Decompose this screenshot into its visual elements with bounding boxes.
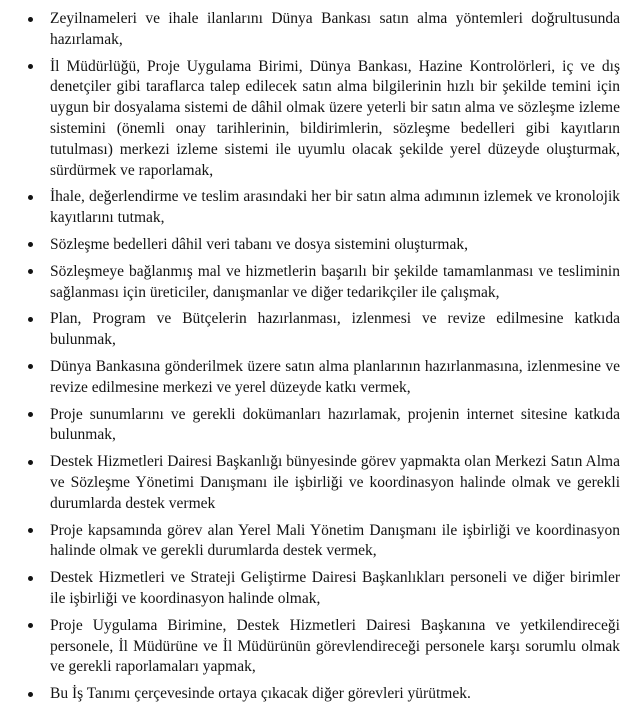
list-item-text: Proje sunumlarını ve gerekli dokümanları hazırlamak, projenin internet sitesine katkıda bulunmak, <box>50 405 620 444</box>
list-item <box>27 357 620 399</box>
bullet-icon <box>28 576 33 581</box>
list-item <box>27 616 620 678</box>
list-item-text: İhale, değerlendirme ve teslim arasındaki her bir satın alma adımının izlemek ve kronolojik kayıtlarını tutmak, <box>50 188 620 227</box>
bullet-list <box>27 9 620 705</box>
list-item <box>27 57 620 182</box>
bullet-icon <box>28 195 33 200</box>
list-item-text: Sözleşme bedelleri dâhil veri tabanı ve dosya sistemini oluşturmak, <box>50 235 468 253</box>
list-item <box>27 568 620 610</box>
list-item-text: Proje Uygulama Birimine, Destek Hizmetleri Dairesi Başkanına ve yetkilendireceği personele, İl Müdürüne ve İl Müdürünün görevlendireceği personele karşı sorumlu olmak ve gerekli raporlamaları yapmak, <box>50 616 620 676</box>
list-item <box>27 235 620 256</box>
list-item <box>27 187 620 229</box>
bullet-icon <box>28 412 33 417</box>
bullet-icon <box>28 242 33 247</box>
bullet-icon <box>28 269 33 274</box>
bullet-icon <box>28 623 33 628</box>
list-item-text: Sözleşmeye bağlanmış mal ve hizmetlerin başarılı bir şekilde tamamlanması ve tesliminin sağlanması için üreticiler, danışmanlar ve diğer tedarikçiler ile çalışmak, <box>50 262 620 301</box>
list-item-text: Dünya Bankasına gönderilmek üzere satın alma planlarının hazırlanmasına, izlenmesine ve revize edilmesine merkezi ve yerel düzeyde katkı vermek, <box>50 357 620 396</box>
list-item <box>27 309 620 351</box>
list-item <box>27 684 620 705</box>
list-item <box>27 262 620 304</box>
list-item <box>27 452 620 514</box>
list-item-text: Proje kapsamında görev alan Yerel Mali Yönetim Danışmanı ile işbirliği ve koordinasyon halinde olmak ve gerekli durumlarda destek vermek, <box>50 521 620 560</box>
bullet-icon <box>28 460 33 465</box>
list-item-text: İl Müdürlüğü, Proje Uygulama Birimi, Dünya Bankası, Hazine Kontrolörleri, iç ve dış denetçiler gibi taraflarca talep edilecek satın alma bilgilerinin hızlı bir şekilde temini için uygun bir dosyalama sistemi de dâhil olmak üzere yeterli bir satın alma ve sözleşme izleme sistemini (önemli onay tarihlerinin, bildirimlerin, sözleşme bedelleri gibi kayıtların tutulması) merkezi izleme sistemi ile uyumlu olacak şekilde yerel düzeyde oluşturmak, sürdürmek ve raporlamak, <box>50 57 620 179</box>
list-item <box>27 9 620 51</box>
list-item <box>27 405 620 447</box>
bullet-icon <box>28 528 33 533</box>
list-item-text: Plan, Program ve Bütçelerin hazırlanması, izlenmesi ve revize edilmesine katkıda bulunmak, <box>50 310 620 349</box>
bullet-icon <box>28 692 33 697</box>
bullet-icon <box>28 17 33 22</box>
bullet-icon <box>28 364 33 369</box>
list-item <box>27 521 620 563</box>
list-item-text: Bu İş Tanımı çerçevesinde ortaya çıkacak diğer görevleri yürütmek. <box>50 685 471 703</box>
list-item-text: Destek Hizmetleri Dairesi Başkanlığı bünyesinde görev yapmakta olan Merkezi Satın Alma ve Sözleşme Yönetimi Danışmanı ile işbirliği ve koordinasyon halinde olmak ve gerekli durumlarda destek vermek <box>50 453 620 512</box>
list-item-text: Destek Hizmetleri ve Strateji Geliştirme Dairesi Başkanlıkları personeli ve diğer birimler ile işbirliği ve koordinasyon halinde olmak, <box>50 569 620 607</box>
bullet-icon <box>28 64 33 69</box>
list-item-text: Zeyilnameleri ve ihale ilanlarını Dünya Bankası satın alma yöntemleri doğrultusunda hazırlamak, <box>50 10 620 48</box>
bullet-icon <box>28 317 33 322</box>
